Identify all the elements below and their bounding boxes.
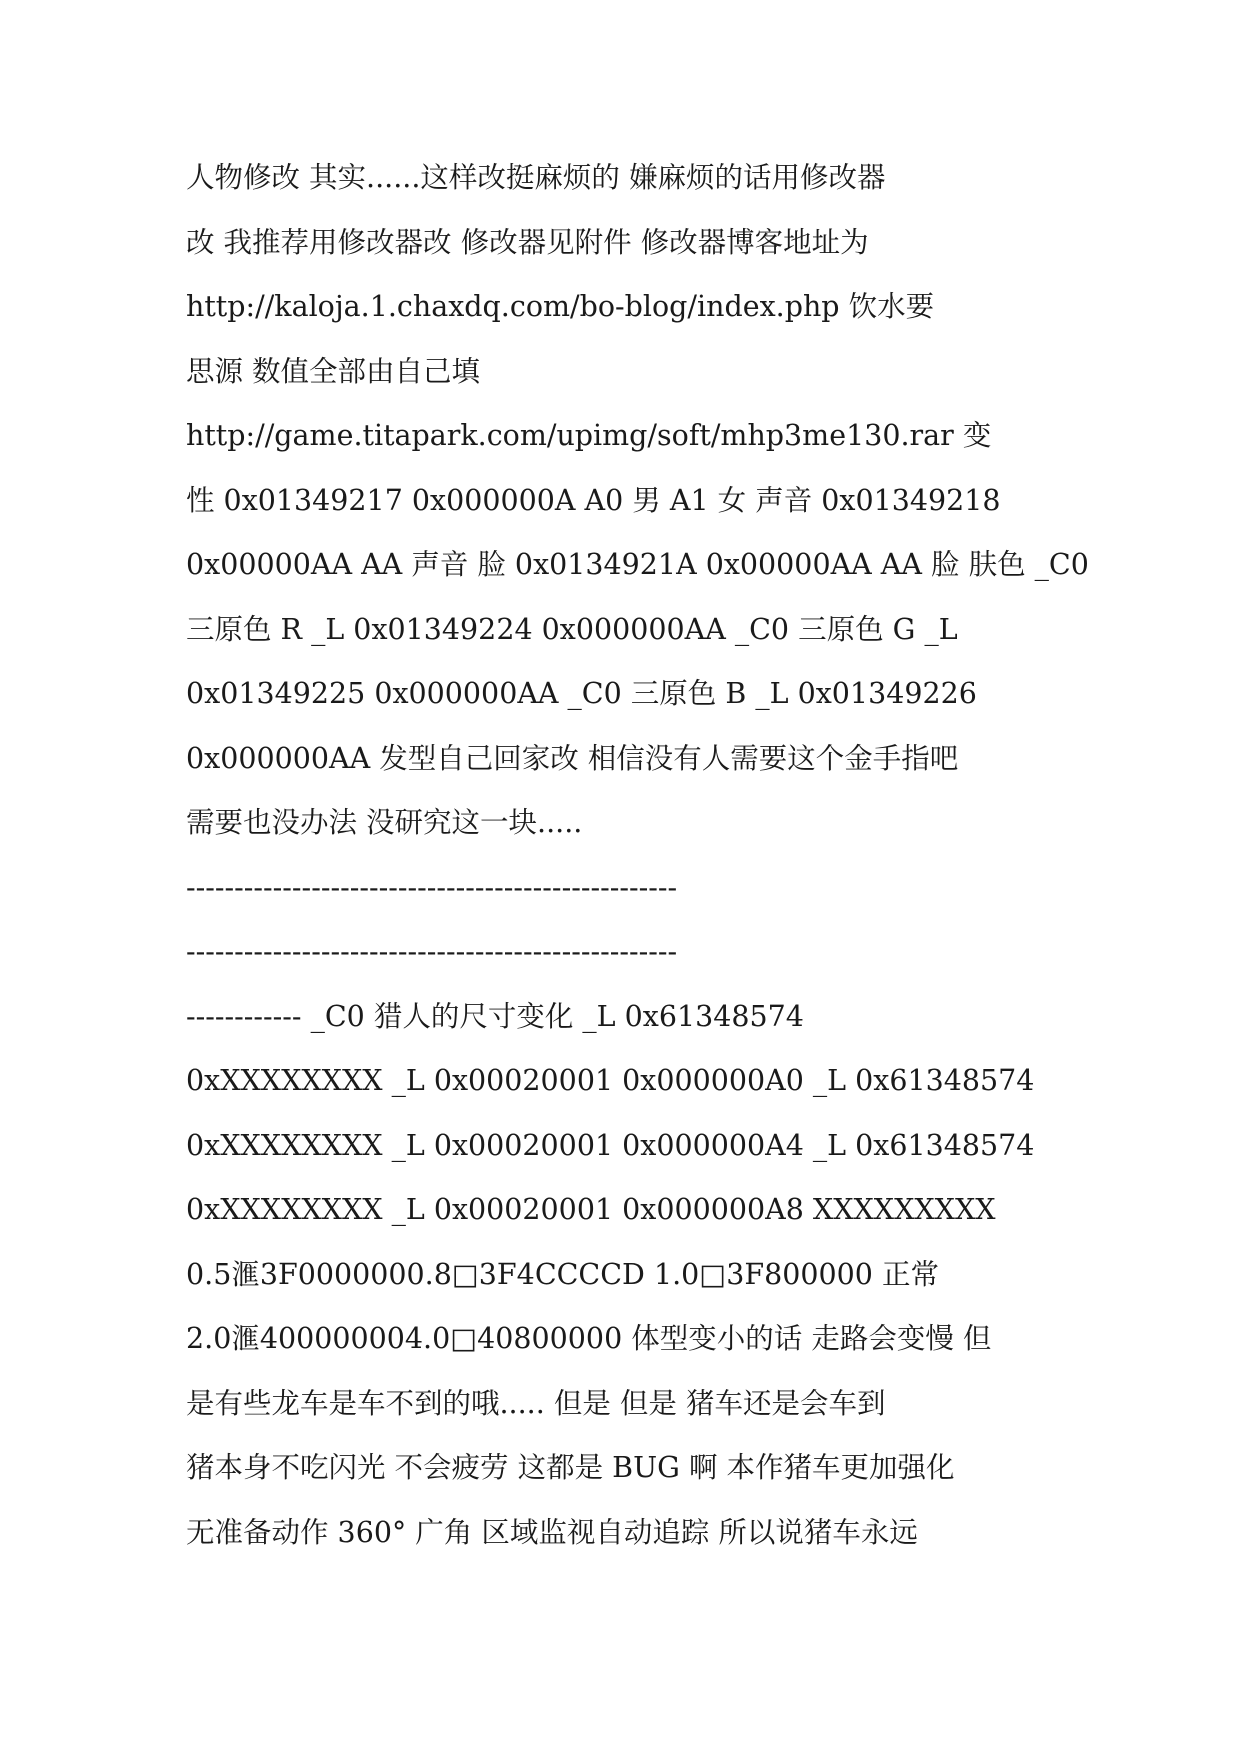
text-line: 是有些龙车是车不到的哦..... 但是 但是 猪车还是会车到	[186, 1386, 886, 1420]
text-line: 0x01349225 0x000000AA _C0 三原色 B _L 0x01349226	[186, 677, 977, 710]
text-line: 0x000000AA 发型自己回家改 相信没有人需要这个金手指吧	[186, 741, 959, 775]
text-line: 无准备动作 360° 广角 区域监视自动追踪 所以说猪车永远	[186, 1515, 918, 1549]
text-line: 0xXXXXXXXX _L 0x00020001 0x000000A8 XXXXXXXXX	[186, 1193, 996, 1226]
text-line: http://kaloja.1.chaxdq.com/bo-blog/index.php 饮水要	[186, 290, 935, 323]
text-line: ------------ _C0 猎人的尺寸变化 _L 0x61348574	[186, 999, 804, 1033]
text-line: http://game.titapark.com/upimg/soft/mhp3me130.rar 变	[186, 419, 992, 452]
text-line: 0x00000AA AA 声音 脸 0x0134921A 0x00000AA AA 脸 肤色 _C0	[186, 548, 1089, 581]
text-line: 0xXXXXXXXX _L 0x00020001 0x000000A4 _L 0x61348574	[186, 1128, 1035, 1162]
text-line: 三原色 R _L 0x01349224 0x000000AA _C0 三原色 G _L	[186, 612, 958, 646]
text-line: 人物修改 其实......这样改挺麻烦的 嫌麻烦的话用修改器	[186, 161, 886, 194]
text-line: 思源 数值全部由自己填	[186, 354, 481, 388]
divider-line: ---------------------------------------------------	[186, 870, 678, 904]
text-line: 0.5滙3F0000000.8□3F4CCCCD 1.0□3F800000 正常	[186, 1257, 939, 1291]
text-line: 2.0滙400000004.0□40800000 体型变小的话 走路会变慢 但	[186, 1322, 992, 1355]
body-text	[186, 160, 1089, 1579]
text-line: 猪本身不吃闪光 不会疲劳 这都是 BUG 啊 本作猪车更加强化	[186, 1451, 955, 1484]
text-line: 0xXXXXXXXX _L 0x00020001 0x000000A0 _L 0x61348574	[186, 1064, 1035, 1097]
text-line: 性 0x01349217 0x000000A A0 男 A1 女 声音 0x01349218	[186, 483, 1001, 517]
divider-line: ---------------------------------------------------	[186, 935, 678, 968]
text-line: 需要也没办法 没研究这一块.....	[186, 806, 583, 839]
text-line: 改 我推荐用修改器改 修改器见附件 修改器博客地址为	[186, 225, 869, 259]
